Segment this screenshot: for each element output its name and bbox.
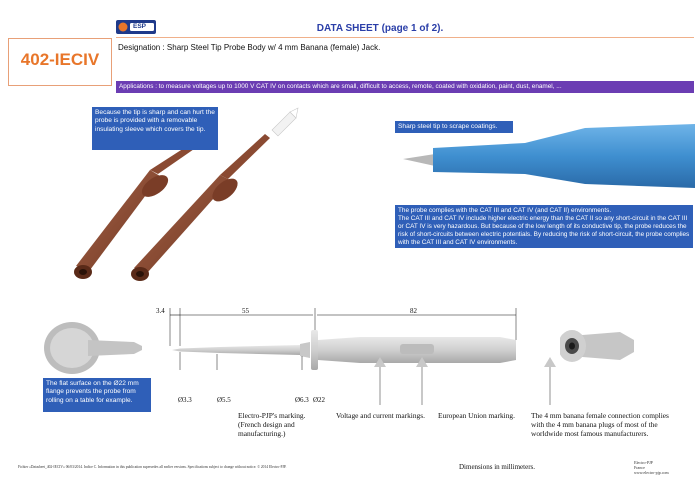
designation: Designation : Sharp Steel Tip Probe Body w/ 4 mm Banana (female) Jack.: [118, 43, 381, 52]
steel-tip-note: Sharp steel tip to scrape coatings.: [395, 121, 513, 133]
sleeve-note: Because the tip is sharp and can hurt the probe is provided with a removable insulating sleeve which covers the tip.: [92, 107, 218, 150]
banana-end-image: [560, 318, 650, 374]
logo-text: ESP: [133, 23, 147, 30]
applications-bar: Applications : to measure voltages up to 1000 V CAT IV on contacts which are small, difficult to access, remote, coated with oxidation, paint, dust, enamel, ...: [116, 81, 694, 93]
footer-legal: Fichier «Datasheet_402-IECIV» 06/03/2014. Indice C. Information in this publication supersedes all earlier versions. Specifications subject to change without notice. © 2014 Electro-PJP.: [18, 465, 287, 469]
eu-marking-label: European Union marking.: [438, 411, 515, 420]
cat-compliance-note: The probe complies with the CAT III and CAT IV (and CAT II) environments. The CAT III and CAT IV include higher electric energy than the CAT II so any short-circuit in the CAT III or CAT IV is very hazardous. But because of the low length of its conductive tip, the probe reduces the risk of short-circuits between electric potentials. By reducing the risk of short-circuit, the probe complies with the CAT III and CAT IV environments.: [395, 205, 693, 248]
dia-22: Ø22: [313, 396, 326, 404]
epjp-marking-label: Electro-PJP's marking. (French design and manufacturing.): [238, 411, 306, 438]
flange-end-image: [38, 318, 148, 380]
flange-note: The flat surface on the Ø22 mm flange prevents the probe from rolling on a table for example.: [43, 378, 151, 412]
brand-logo: [116, 20, 156, 34]
footer-units: Dimensions in millimeters.: [459, 463, 536, 471]
dia-3-3: Ø3.3: [178, 396, 192, 404]
footer-company: Electro-PJP: [634, 460, 653, 465]
header-divider: [116, 37, 694, 38]
dia-6-3: Ø6.3: [295, 396, 309, 404]
footer-country: France: [634, 465, 645, 470]
dia-5-5: Ø5.5: [217, 396, 231, 404]
product-reference: 402-IECIV: [20, 50, 100, 69]
page-title: DATA SHEET (page 1 of 2).: [316, 23, 444, 34]
dim-55: 55: [242, 307, 249, 315]
dim-3-4: 3.4: [156, 307, 165, 315]
voltage-marking-label: Voltage and current markings.: [336, 411, 425, 420]
footer-website: www.electro-pjp.com: [634, 470, 669, 475]
banana-connection-label: The 4 mm banana female connection complies with the 4 mm banana plugs of most of the worldwide most famous manufacturers.: [531, 411, 669, 438]
dim-82: 82: [410, 307, 417, 315]
marking-arrows: [360, 355, 560, 410]
